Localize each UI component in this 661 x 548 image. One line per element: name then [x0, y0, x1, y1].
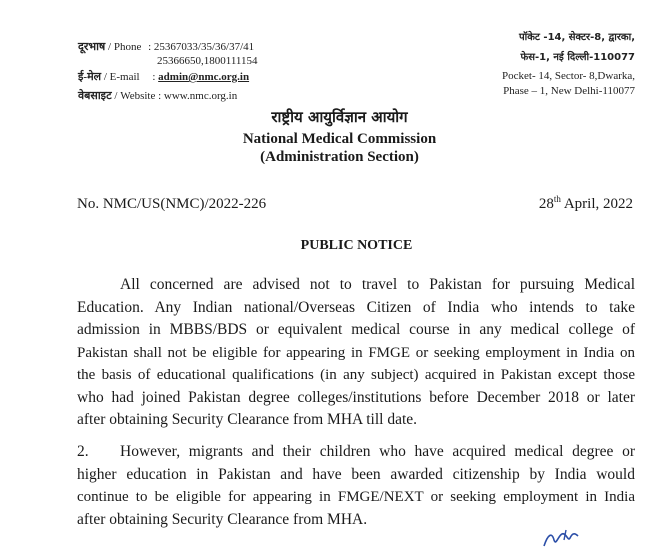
- email-block: [78, 70, 249, 84]
- phone-label-hindi: दूरभाष: [78, 41, 106, 53]
- phone-numbers-2: 25366650,1800111154: [157, 55, 258, 67]
- phone-block: [78, 40, 254, 54]
- org-name-english: National Medical Commission: [242, 131, 437, 147]
- notice-date: [539, 196, 633, 213]
- notice-title: PUBLIC NOTICE: [300, 238, 413, 253]
- paragraph-line: Pakistan shall not be eligible for appearing in FMGE or seeking employment in India on: [77, 344, 635, 361]
- paragraph-line: the basis of educational qualifications (in any subject) acquired in Pakistan except those: [77, 367, 635, 383]
- signature-mark: [540, 528, 590, 548]
- section-name: (Administration Section): [260, 149, 419, 165]
- paragraph-2: [77, 441, 635, 531]
- paragraph-line: after obtaining Security Clearance from MHA till date.: [77, 411, 418, 428]
- paragraph-line: continue to be eligible for appearing in FMGE/NEXT or seeking employment in India: [77, 489, 635, 505]
- date-day: 28: [538, 196, 554, 212]
- paragraph-line: higher education in Pakistan and have been awarded citizenship by India would: [77, 465, 635, 483]
- email-label-english: / E-mail: [103, 71, 140, 83]
- org-name-hindi: राष्ट्रीय आयुर्विज्ञान आयोग: [271, 108, 408, 126]
- website-label-hindi: वेबसाइट: [78, 90, 112, 102]
- paragraph-line-text: However, migrants and their children who have acquired medical degree or: [120, 443, 635, 460]
- reference-number: No. NMC/US(NMC)/2022-226: [77, 196, 267, 212]
- date-suffix: th: [553, 194, 561, 204]
- email-link[interactable]: admin@nmc.org.in: [158, 71, 250, 83]
- paragraph-line: Education. Any Indian national/Overseas Citizen of India who intends to take: [77, 298, 635, 316]
- address-hindi-2: फेस-1, नई दिल्ली-110077: [520, 52, 635, 63]
- paragraph-line: after obtaining Security Clearance from MHA.: [77, 510, 368, 528]
- paragraph-number: 2.: [77, 443, 89, 460]
- paragraph-line: who had joined Pakistan degree colleges/institutions before December 2018 or later: [77, 388, 635, 406]
- paragraph-line: [77, 441, 635, 464]
- date-rest: April, 2022: [560, 196, 633, 212]
- phone-label-english: / Phone: [108, 41, 142, 53]
- paragraph-1: [77, 274, 635, 432]
- address-english-2: Phase – 1, New Delhi-110077: [503, 85, 635, 97]
- address-english-1: Pocket- 14, Sector- 8,Dwarka,: [502, 70, 635, 82]
- website-block: [78, 89, 237, 103]
- address-hindi-1: पॉकेट -14, सेक्टर-8, द्वारका,: [518, 32, 635, 43]
- paragraph-line: All concerned are advised not to travel to Pakistan for pursuing Medical: [120, 276, 635, 293]
- phone-numbers-1: : 25367033/35/36/37/41: [148, 41, 255, 53]
- email-label-hindi: ई-मेल: [78, 71, 102, 83]
- paragraph-line: admission in MBBS/BDS or equivalent medical course in any medical college of: [77, 321, 635, 338]
- website-label-english[interactable]: / Website : www.nmc.org.in: [114, 90, 238, 102]
- email-colon: :: [152, 71, 156, 83]
